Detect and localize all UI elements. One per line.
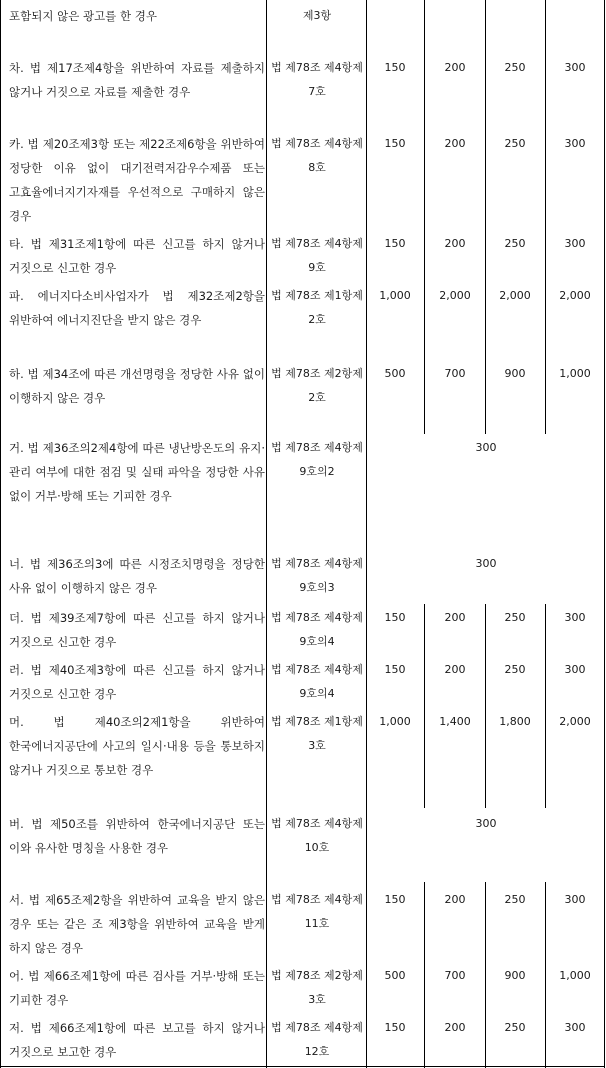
row-ka-desc: 카. 법 제20조제3항 또는 제22조제6항을 위반하여 정당한 이유 없이 대기전력저감우수제품 또는 고효율에너지기자재를 우선적으로 구매하지 않은 경우	[9, 137, 265, 223]
row-cha-amount-1: 150	[384, 61, 406, 74]
row-seo-amount-4: 300	[564, 893, 586, 906]
row-reo-desc: 러. 법 제40조제3항에 따른 신고를 하지 않거나 거짓으로 신고한 경우	[9, 663, 265, 701]
row-cha-amount-4: 300	[564, 61, 586, 74]
row-cha-amount-2: 200	[444, 61, 466, 74]
row-jeo-amount-2: 200	[444, 1021, 466, 1034]
row-ha-amount-1: 500	[384, 367, 406, 380]
row-meo-amount-2: 1,400	[439, 715, 471, 728]
table-border-left	[0, 0, 1, 1068]
row-geo-law: 법 제78조 제4항제9호의2	[271, 441, 363, 478]
row-reo-law: 법 제78조 제4항제9호의4	[271, 663, 363, 700]
row-ka-law: 법 제78조 제4항제8호	[271, 137, 363, 174]
col-divider-2b	[485, 604, 486, 808]
row-beo-law: 법 제78조 제4항제10호	[271, 817, 363, 854]
row-deo-law: 법 제78조 제4항제9호의4	[271, 611, 363, 648]
row-geo-amount: 300	[475, 441, 497, 454]
col-divider-3b	[545, 604, 546, 808]
row-jeo-amount-1: 150	[384, 1021, 406, 1034]
row-pa-amount-3: 2,000	[499, 289, 531, 302]
row-jeo-law: 법 제78조 제4항제12호	[271, 1021, 363, 1058]
row-seo-amount-3: 250	[504, 893, 526, 906]
row-meo-amount-4: 2,000	[559, 715, 591, 728]
table-border-desc	[266, 0, 267, 1068]
row-jeo-amount-4: 300	[564, 1021, 586, 1034]
row-neo-desc: 너. 법 제36조의3에 따른 시정조치명령을 정당한 사유 없이 이행하지 않은 경우	[9, 557, 265, 595]
table-border-right	[604, 0, 605, 1068]
row-seo-amount-1: 150	[384, 893, 406, 906]
row-ha-desc: 하. 법 제34조에 따른 개선명령을 정당한 사유 없이 이행하지 않은 경우	[9, 367, 265, 405]
row-meo-desc: 머. 법 제40조의2제1항을 위반하여 한국에너지공단에 사고의 일시·내용 등을 통보하지 않거나 거짓으로 통보한 경우	[9, 715, 265, 777]
row-deo-amount-2: 200	[444, 611, 466, 624]
row-jeo-desc: 저. 법 제66조제1항에 따른 보고를 하지 않거나 거짓으로 보고한 경우	[9, 1021, 265, 1059]
row-continuation-desc: 포함되지 않은 광고를 한 경우	[9, 9, 157, 23]
table-bottom-border	[0, 1066, 605, 1067]
row-beo-amount: 300	[475, 817, 497, 830]
row-ta-amount-1: 150	[384, 237, 406, 250]
row-pa-amount-4: 2,000	[559, 289, 591, 302]
row-geo-desc: 거. 법 제36조의2제4항에 따른 냉난방온도의 유지·관리 여부에 대한 점검 및 실태 파악을 정당한 사유 없이 거부·방해 또는 기피한 경우	[9, 441, 265, 503]
row-ta-amount-3: 250	[504, 237, 526, 250]
row-ta-desc: 타. 법 제31조제1항에 따른 신고를 하지 않거나 거짓으로 신고한 경우	[9, 237, 265, 275]
row-ta-law: 법 제78조 제4항제9호	[271, 237, 363, 274]
row-seo-law: 법 제78조 제4항제11호	[271, 893, 363, 930]
col-divider-1c	[424, 882, 425, 1068]
row-ha-amount-2: 700	[444, 367, 466, 380]
row-ka-amount-1: 150	[384, 137, 406, 150]
row-eo-desc: 어. 법 제66조제1항에 따른 검사를 거부·방해 또는 기피한 경우	[9, 969, 265, 1007]
row-reo-amount-3: 250	[504, 663, 526, 676]
row-beo-desc: 버. 법 제50조를 위반하여 한국에너지공단 또는 이와 유사한 명칭을 사용한 경우	[9, 817, 265, 855]
row-cha-law: 법 제78조 제4항제7호	[271, 61, 363, 98]
row-pa-amount-2: 2,000	[439, 289, 471, 302]
row-pa-amount-1: 1,000	[379, 289, 411, 302]
row-ka-amount-2: 200	[444, 137, 466, 150]
row-deo-amount-3: 250	[504, 611, 526, 624]
row-ha-amount-4: 1,000	[559, 367, 591, 380]
row-reo-amount-2: 200	[444, 663, 466, 676]
row-meo-law: 법 제78조 제1항제3호	[271, 715, 363, 752]
row-deo-desc: 더. 법 제39조제7항에 따른 신고를 하지 않거나 거짓으로 신고한 경우	[9, 611, 265, 649]
row-continuation-law: 제3항	[302, 9, 332, 22]
row-ha-amount-3: 900	[504, 367, 526, 380]
row-pa-law: 법 제78조 제1항제2호	[271, 289, 363, 326]
row-pa-desc: 파. 에너지다소비사업자가 법 제32조제2항을 위반하여 에너지진단을 받지 않은 경우	[9, 289, 265, 327]
row-eo-amount-3: 900	[504, 969, 526, 982]
row-eo-law: 법 제78조 제2항제3호	[271, 969, 363, 1006]
row-ta-amount-2: 200	[444, 237, 466, 250]
row-deo-amount-4: 300	[564, 611, 586, 624]
row-ta-amount-4: 300	[564, 237, 586, 250]
row-jeo-amount-3: 250	[504, 1021, 526, 1034]
row-meo-amount-1: 1,000	[379, 715, 411, 728]
row-seo-desc: 서. 법 제65조제2항을 위반하여 교육을 받지 않은 경우 또는 같은 조 제3항을 위반하여 교육을 받게 하지 않은 경우	[9, 893, 265, 955]
row-cha-amount-3: 250	[504, 61, 526, 74]
row-seo-amount-2: 200	[444, 893, 466, 906]
row-reo-amount-1: 150	[384, 663, 406, 676]
row-ha-law: 법 제78조 제2항제2호	[271, 367, 363, 404]
row-meo-amount-3: 1,800	[499, 715, 531, 728]
row-cha-desc: 차. 법 제17조제4항을 위반하여 자료를 제출하지 않거나 거짓으로 자료를 제출한 경우	[9, 61, 265, 99]
row-reo-amount-4: 300	[564, 663, 586, 676]
row-neo-amount: 300	[475, 557, 497, 570]
row-ka-amount-4: 300	[564, 137, 586, 150]
row-eo-amount-2: 700	[444, 969, 466, 982]
col-divider-1	[424, 0, 425, 434]
col-divider-1b	[424, 604, 425, 808]
row-eo-amount-1: 500	[384, 969, 406, 982]
row-ka-amount-3: 250	[504, 137, 526, 150]
row-eo-amount-4: 1,000	[559, 969, 591, 982]
row-deo-amount-1: 150	[384, 611, 406, 624]
row-neo-law: 법 제78조 제4항제9호의3	[271, 557, 363, 594]
